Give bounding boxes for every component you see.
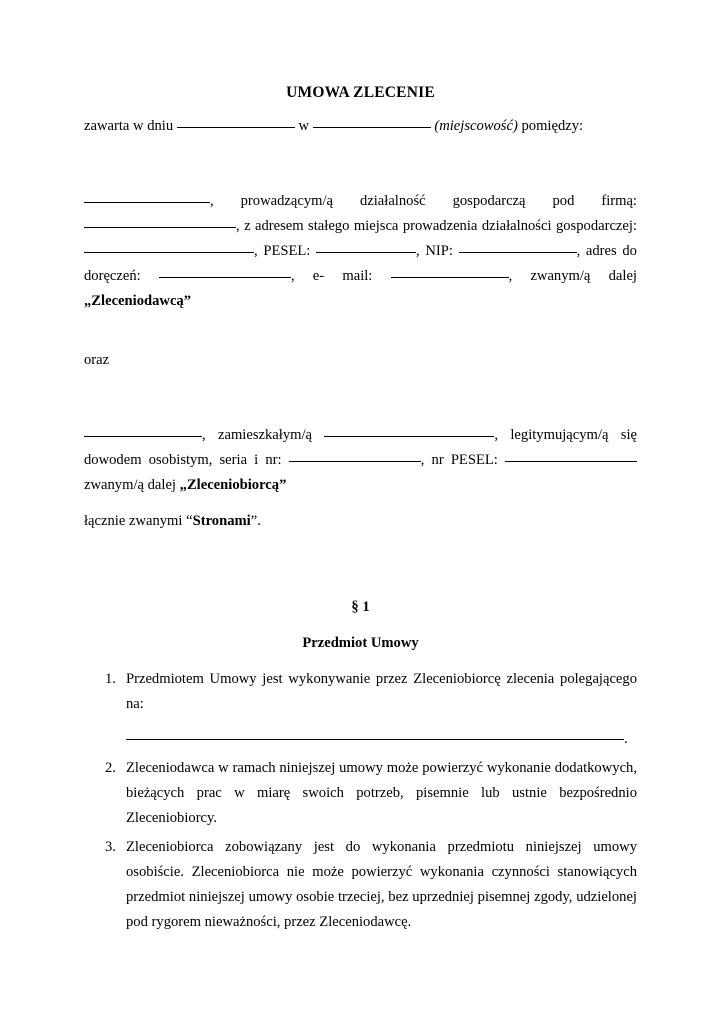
clause-list <box>84 667 637 935</box>
spacer <box>84 620 637 631</box>
party-two-designation: „Zleceniobiorcą” <box>179 476 287 493</box>
clause-text: Przedmiotem Umowy jest wykonywanie przez Zleceniobiorcę zlecenia polegającego na: <box>126 670 637 712</box>
preamble-text-3: pomiędzy: <box>521 117 584 134</box>
city-blank[interactable] <box>313 127 431 128</box>
party-one-text-4: , <box>254 242 258 259</box>
party-two-block <box>84 423 637 498</box>
party-two-text-5: zwanym/ą dalej <box>84 476 176 493</box>
party-one-company-blank[interactable] <box>84 227 236 228</box>
party-one-text-1: , prowadzącym/ą działalność gospodarczą pod firmą: <box>210 192 637 209</box>
spacer <box>84 314 637 348</box>
party-two-text-4: , nr PESEL: <box>420 451 498 468</box>
party-one-mail-label: mail: <box>342 267 373 284</box>
section-title: Przedmiot Umowy <box>302 634 419 651</box>
clause-item <box>84 667 637 752</box>
clause-fill-suffix: . <box>624 730 628 747</box>
spacer <box>84 534 637 584</box>
clause-blank[interactable] <box>126 739 624 740</box>
party-one-email-blank[interactable] <box>391 277 509 278</box>
clause-fill-line <box>126 727 637 752</box>
party-one-address-blank[interactable] <box>84 252 254 253</box>
spacer <box>84 103 637 114</box>
party-one-text-2: , z <box>236 217 251 234</box>
preamble-line <box>84 114 637 139</box>
preamble-text-1: zawarta w dniu <box>84 117 174 134</box>
spacer <box>84 373 637 423</box>
party-two-pesel-blank[interactable] <box>505 461 637 462</box>
party-one-delivery-address-blank[interactable] <box>159 277 291 278</box>
party-one-pesel-blank[interactable] <box>316 252 416 253</box>
quote-close: ” <box>250 512 258 529</box>
spacer <box>84 139 637 189</box>
parties-summary-suffix: . <box>257 512 261 529</box>
party-one-nip-blank[interactable] <box>459 252 577 253</box>
clause-text: Zleceniodawca w ramach niniejszej umowy może powierzyć wykonanie dodatkowych, bieżących prac w miarę swoich potrzeb, pisemnie lub ustnie bezpośrednio Zleceniobiorcy. <box>126 759 637 826</box>
page-title: UMOWA ZLECENIE <box>286 84 435 101</box>
spacer <box>84 498 637 509</box>
clause-text: Zleceniobiorca zobowiązany jest do wykonania przedmiotu niniejszej umowy osobiście. Zleceniobiorca nie może powierzyć wykonania czynności stanowiących przedmiot niniejszej umowy osobie trzeciej, bez uprzedniej pisemnej zgody, udzielonej pod rygorem nieważności, przez Zleceniodawcę. <box>126 838 637 930</box>
party-one-text-8: , zwanym/ą dalej <box>508 267 637 284</box>
document-body <box>84 0 637 939</box>
date-blank[interactable] <box>177 127 295 128</box>
party-one-text-7: , e- <box>290 267 325 284</box>
party-one-name-blank[interactable] <box>84 202 210 203</box>
party-two-text-3: osobistym, seria i nr: <box>148 451 282 468</box>
party-one-text-3: adresem stałego miejsca prowadzenia działalności gospodarczej: <box>255 217 637 234</box>
conjunction-oraz: oraz <box>84 351 110 368</box>
place-hint-label: (miejscowość) <box>434 117 518 134</box>
party-one-designation: „Zleceniodawcą” <box>84 292 192 309</box>
party-two-residence-blank[interactable] <box>324 436 494 437</box>
spacer <box>84 656 637 667</box>
party-two-name-blank[interactable] <box>84 436 202 437</box>
party-one-pesel-label: PESEL: <box>263 242 311 259</box>
party-two-id-blank[interactable] <box>289 461 421 462</box>
quote-open: “ <box>186 512 193 529</box>
spacer <box>84 584 637 595</box>
party-one-block <box>84 189 637 314</box>
party-one-text-5: , NIP: <box>416 242 453 259</box>
party-one-text-6: , adres do doręczeń: <box>84 242 637 284</box>
clause-item <box>84 835 637 935</box>
party-two-text-1: , zamieszkałym/ą <box>202 426 313 443</box>
clause-item <box>84 756 637 831</box>
preamble-text-2: w <box>298 117 310 134</box>
parties-summary-prefix: łącznie zwanymi <box>84 512 183 529</box>
parties-summary-term: Stronami <box>192 512 251 529</box>
section-number: § 1 <box>351 598 370 615</box>
parties-summary-line <box>84 509 637 534</box>
party-two-text-2: , legitymującym/ą się dowodem <box>84 426 638 468</box>
